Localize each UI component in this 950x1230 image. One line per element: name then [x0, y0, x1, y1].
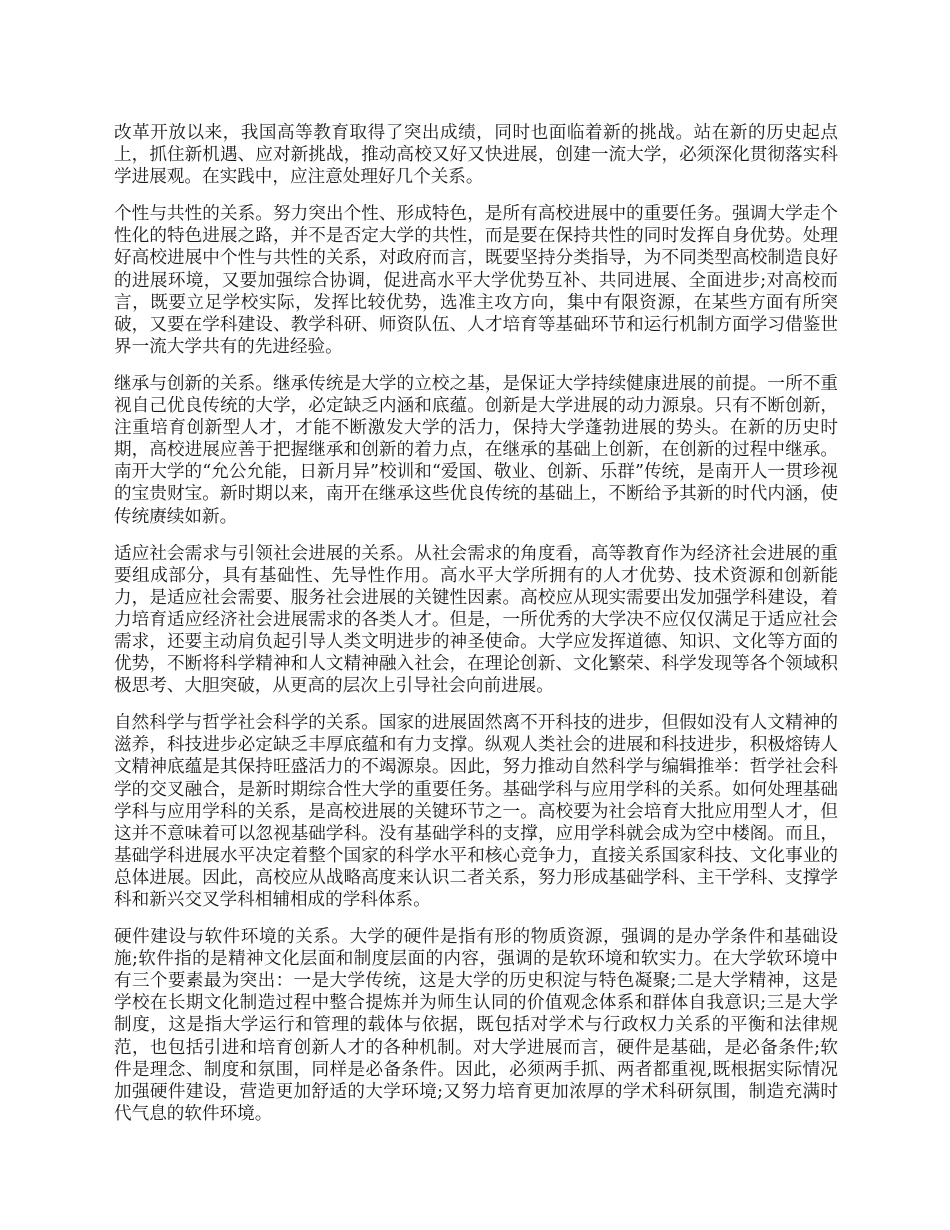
- document-body: [114, 122, 838, 1140]
- paragraph-social-needs: 适应社会需求与引领社会进展的关系。从社会需求的角度看，高等教育作为经济社会进展的重要组成部分，具有基础性、先导性作用。高水平大学所拥有的人才优势、技术资源和创新能力，是适应社会需要、服务社会进展的关键性因素。高校应从现实需要出发加强学科建设，着力培育适应经济社会进展需求的各类人才。但是，一所优秀的大学决不应仅仅满足于适应社会需求，还要主动肩负起引导人类文明进步的神圣使命。大学应发挥道德、知识、文化等方面的优势，不断将科学精神和人文精神融入社会，在理论创新、文化繁荣、科学发现等各个领域积极思考、大胆突破，从更高的层次上引导社会向前进展。: [114, 543, 838, 697]
- paragraph-intro: 改革开放以来，我国高等教育取得了突出成绩，同时也面临着新的挑战。站在新的历史起点上，抓住新机遇、应对新挑战，推动高校又好又快进展，创建一流大学，必须深化贯彻落实科学进展观。在实践中，应注意处理好几个关系。: [114, 123, 838, 188]
- paragraph-science-philosophy: 自然科学与哲学社会科学的关系。国家的进展固然离不开科技的进步，但假如没有人文精神的滋养，科技进步必定缺乏丰厚底蕴和有力支撑。纵观人类社会的进展和科技进步，积极熔铸人文精神底蕴是其保持旺盛活力的不竭源泉。因此，努力推动自然科学与编辑推举：哲学社会科学的交叉融合，是新时期综合性大学的重要任务。基础学科与应用学科的关系。如何处理基础学科与应用学科的关系，是高校进展的关键环节之一。高校要为社会培育大批应用型人才，但这并不意味着可以忽视基础学科。没有基础学科的支撑，应用学科就会成为空中楼阁。而且，基础学科进展水平决定着整个国家的科学水平和核心竞争力，直接关系国家科技、文化事业的总体进展。因此，高校应从战略高度来认识二者关系，努力形成基础学科、主干学科、支撑学科和新兴交叉学科相辅相成的学科体系。: [114, 713, 838, 910]
- paragraph-individuality-commonality: 个性与共性的关系。努力突出个性、形成特色，是所有高校进展中的重要任务。强调大学走个性化的特色进展之路，并不是否定大学的共性，而是要在保持共性的同时发挥自身优势。处理好高校进展中个性与共性的关系，对政府而言，既要坚持分类指导，为不同类型高校制造良好的进展环境，又要加强综合协调，促进高水平大学优势互补、共同进展、全面进步;对高校而言，既要立足学校实际，发挥比较优势，选准主攻方向，集中有限资源，在某些方面有所突破，又要在学科建设、教学科研、师资队伍、人才培育等基础环节和运行机制方面学习借鉴世界一流大学共有的先进经验。: [114, 204, 838, 357]
- paragraph-inheritance-innovation: 继承与创新的关系。继承传统是大学的立校之基，是保证大学持续健康进展的前提。一所不重视自己优良传统的大学，必定缺乏内涵和底蕴。创新是大学进展的动力源泉。只有不断创新，注重培育创新型人才，才能不断激发大学的活力，保持大学蓬勃进展的势头。在新的历史时期，高校进展应善于把握继承和创新的着力点，在继承的基础上创新，在创新的过程中继承。南开大学的“允公允能，日新月异”校训和“爱国、敬业、创新、乐群”传统，是南开人一贯珍视的宝贵财宝。新时期以来，南开在继承这些优良传统的基础上，不断给予其新的时代内涵，使传统赓续如新。: [114, 373, 838, 527]
- paragraph-hardware-software: 硬件建设与软件环境的关系。大学的硬件是指有形的物质资源，强调的是办学条件和基础设施;软件指的是精神文化层面和制度层面的内容，强调的是软环境和软实力。在大学软环境中有三个要素最为突出：一是大学传统，这是大学的历史积淀与特色凝聚;二是大学精神，这是学校在长期文化制造过程中整合提炼并为师生认同的价值观念体系和群体自我意识;三是大学制度，这是指大学运行和管理的载体与依据，既包括对学术与行政权力关系的平衡和法律规范，也包括引进和培育创新人才的各种机制。对大学进展而言，硬件是基础，是必备条件;软件是理念、制度和氛围，同样是必备条件。因此，必须两手抓、两者都重视,既根据实际情况加强硬件建设，营造更加舒适的大学环境;又努力培育更加浓厚的学术科研氛围，制造充满时代气息的软件环境。: [114, 927, 838, 1124]
